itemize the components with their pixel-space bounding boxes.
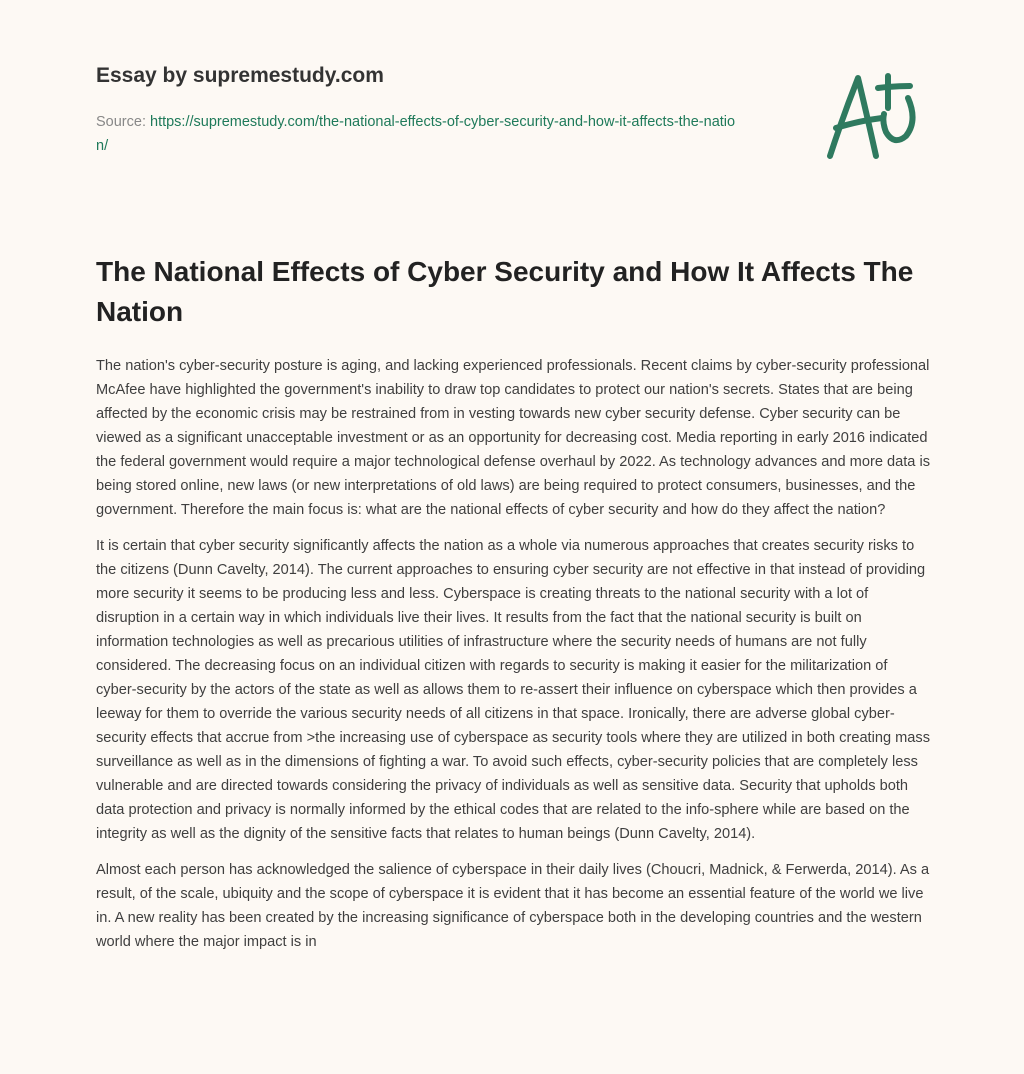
article-body [96,354,930,966]
a-plus-grade-icon [818,66,928,166]
article-title: The National Effects of Cyber Security and How It Affects The Nation [96,256,914,327]
source-link[interactable]: https://supremestudy.com/the-national-effects-of-cyber-security-and-how-it-affects-the-nation/ [96,114,736,154]
paragraph: The nation's cyber-security posture is aging, and lacking experienced professionals. Recent claims by cyber-security professional McAfee have highlighted the government's inability to draw top candidates to protect our nation's secrets. States that are being affected by the economic crisis may be restrained from in vesting towards new cyber security defense. Cyber security can be viewed as a significant unacceptable investment or as an opportunity for decreasing cost. Media reporting in early 2016 indicated the federal government would require a major technological defense overhaul by 2022. As technology advances and more data is being stored online, new laws (or new interpretations of old laws) are being required to protect consumers, businesses, and the government. Therefore the main focus is: what are the national effects of cyber security and how do they affect the nation? [96,358,930,518]
paragraph: Almost each person has acknowledged the salience of cyberspace in their daily lives (Choucri, Madnick, & Ferwerda, 2014). As a result, of the scale, ubiquity and the scope of cyberspace it is evident that it has become an essential feature of the world we live in. A new reality has been created by the increasing significance of cyberspace both in the developing countries and the western world where the major impact is in [96,862,930,950]
source-line [96,110,736,158]
site-brand: Essay by supremestudy.com [96,64,384,87]
source-label: Source: [96,114,150,130]
paragraph: It is certain that cyber security significantly affects the nation as a whole via numerous approaches that creates security risks to the citizens (Dunn Cavelty, 2014). The current approaches to ensuring cyber security are not effective in that instead of providing more security it seems to be producing less and less. Cyberspace is creating threats to the national security with a lot of disruption in a certain way in which individuals live their lives. It results from the fact that the national security is built on information technologies as well as precarious utilities of infrastructure where the security needs of humans are not fully considered. The decreasing focus on an individual citizen with regards to security is making it easier for the militarization of cyber-security by the actors of the state as well as allows them to re-assert their influence on cyberspace which then provides a leeway for them to override the various security needs of all citizens in that space. Ironically, there are adverse global cyber-security effects that accrue from >the increasing use of cyberspace as security tools where they are utilized in both creating mass surveillance as well as in the dimensions of fighting a war. To avoid such effects, cyber-security policies that are completely less vulnerable and are directed towards considering the privacy of individuals as well as sensitive data. Security that upholds both data protection and privacy is normally informed by the ethical codes that are related to the info-sphere while are based on the integrity as well as the dignity of the sensitive facts that relates to human beings (Dunn Cavelty, 2014). [96,538,931,842]
